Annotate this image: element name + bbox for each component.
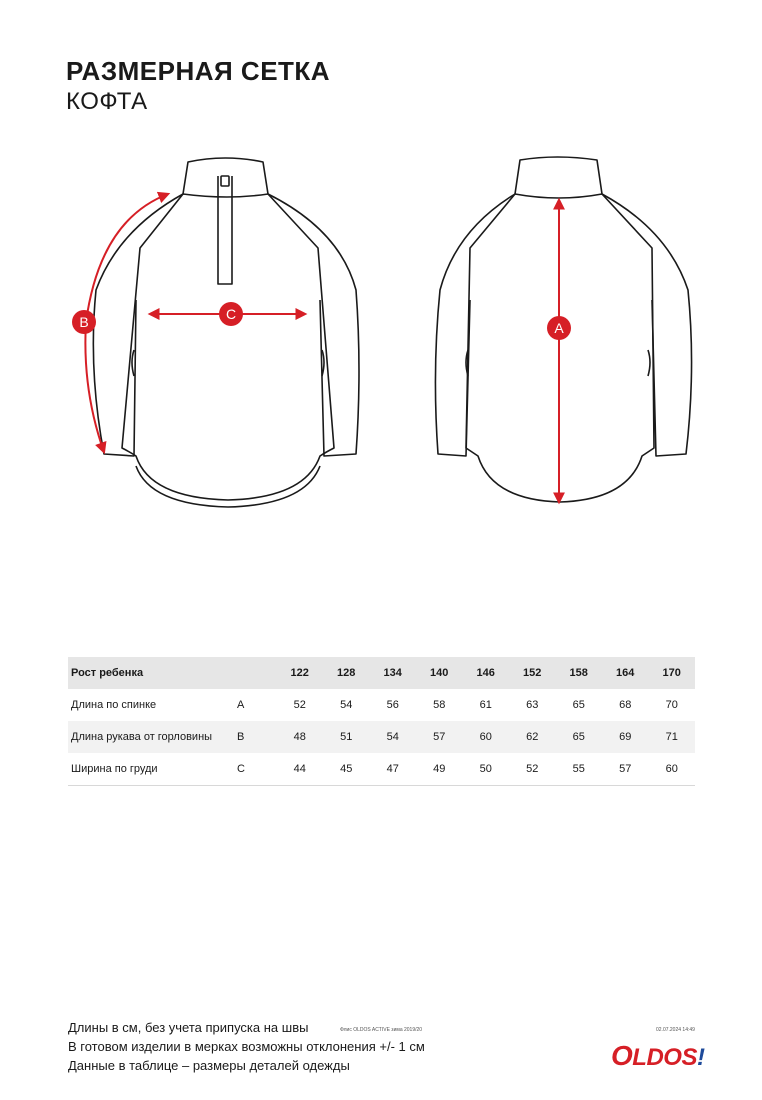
table-cell: 62 xyxy=(509,721,556,753)
table-cell: 71 xyxy=(648,721,695,753)
table-cell: 63 xyxy=(526,699,539,711)
date-note: 02.07.2024 14:49 xyxy=(656,1027,695,1033)
size-152: 152 xyxy=(509,657,556,689)
table-cell: 61 xyxy=(479,699,492,711)
row-code: B xyxy=(237,721,276,753)
marker-a-label: A xyxy=(554,320,564,336)
table-header-row xyxy=(68,657,695,689)
size-140: 140 xyxy=(416,657,463,689)
size-158: 158 xyxy=(555,657,602,689)
row-label: Длина по спинке xyxy=(71,699,157,711)
header-label: Рост ребенка xyxy=(68,657,237,689)
table-cell: 65 xyxy=(572,699,585,711)
size-170: 170 xyxy=(648,657,695,689)
file-note: Флис OLDOS ACTIVE зима 2019/20 xyxy=(340,1027,423,1033)
marker-b-label: B xyxy=(79,314,89,330)
table-cell: 60 xyxy=(462,721,509,753)
table-cell: 54 xyxy=(369,721,416,753)
size-table xyxy=(68,657,695,786)
table-cell: 51 xyxy=(323,721,370,753)
table-cell: 68 xyxy=(619,699,632,711)
table-cell: 52 xyxy=(293,699,306,711)
table-cell: 60 xyxy=(648,753,695,786)
size-128: 128 xyxy=(323,657,370,689)
table-cell: 47 xyxy=(369,753,416,786)
table-cell: 54 xyxy=(340,699,353,711)
note-tolerance: В готовом изделии в мерках возможны отклонения +/- 1 см xyxy=(68,1039,425,1054)
table-cell: 69 xyxy=(602,721,649,753)
note-table-meaning: Данные в таблице – размеры деталей одежды xyxy=(68,1058,350,1073)
size-146: 146 xyxy=(462,657,509,689)
note-units: Длины в см, без учета припуска на швы xyxy=(68,1020,309,1035)
table-cell: 50 xyxy=(462,753,509,786)
table-cell: 45 xyxy=(323,753,370,786)
table-row-sleeve-length xyxy=(68,721,695,753)
table-cell: 52 xyxy=(509,753,556,786)
size-134: 134 xyxy=(369,657,416,689)
table-cell: 70 xyxy=(665,699,678,711)
header-code-cell xyxy=(237,657,276,689)
table-cell: 57 xyxy=(416,721,463,753)
table-cell: 44 xyxy=(276,753,323,786)
row-label: Длина рукава от горловины xyxy=(68,721,237,753)
front-view xyxy=(93,158,359,507)
table-cell: 49 xyxy=(416,753,463,786)
row-code: C xyxy=(237,753,276,786)
row-code: A xyxy=(237,699,245,711)
page-title: РАЗМЕРНАЯ СЕТКА xyxy=(66,56,331,86)
table-cell: 65 xyxy=(555,721,602,753)
table-cell: 48 xyxy=(276,721,323,753)
size-122: 122 xyxy=(276,657,323,689)
garment-diagrams xyxy=(0,140,762,530)
logo-rest: LDOS xyxy=(632,1044,697,1071)
logo-mark: ! xyxy=(696,1044,705,1071)
table-cell: 58 xyxy=(433,699,446,711)
row-label: Ширина по груди xyxy=(68,753,237,786)
table-cell: 57 xyxy=(602,753,649,786)
size-164: 164 xyxy=(602,657,649,689)
table-row-chest-width xyxy=(68,753,695,786)
table-cell: 56 xyxy=(386,699,399,711)
table-row-back-length xyxy=(68,689,695,721)
table-cell: 55 xyxy=(555,753,602,786)
marker-c-label: C xyxy=(225,306,237,322)
page-subtitle: КОФТА xyxy=(66,88,148,115)
brand-logo xyxy=(611,1040,704,1072)
logo-first-letter: O xyxy=(611,1040,633,1071)
